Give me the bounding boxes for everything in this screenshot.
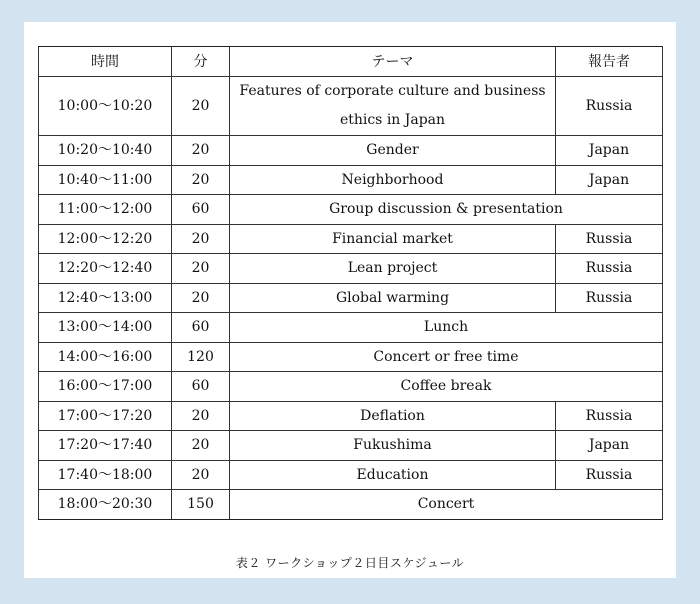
cell-time: 17:00〜17:20 <box>39 401 172 431</box>
cell-minutes: 60 <box>172 195 230 225</box>
cell-theme: Financial market <box>230 224 556 254</box>
cell-time: 10:20〜10:40 <box>39 136 172 166</box>
cell-theme: Neighborhood <box>230 165 556 195</box>
cell-time: 11:00〜12:00 <box>39 195 172 225</box>
table-row <box>39 460 663 490</box>
cell-theme: Global warming <box>230 283 556 313</box>
table-row <box>39 372 663 402</box>
cell-presenter: Russia <box>556 283 663 313</box>
cell-presenter: Japan <box>556 165 663 195</box>
cell-theme: Gender <box>230 136 556 166</box>
cell-minutes: 60 <box>172 313 230 343</box>
cell-theme: Lean project <box>230 254 556 284</box>
schedule-table <box>38 46 663 520</box>
table-row <box>39 224 663 254</box>
cell-presenter: Russia <box>556 401 663 431</box>
table-row <box>39 165 663 195</box>
cell-minutes: 20 <box>172 136 230 166</box>
table-caption: 表２ ワークショップ２日目スケジュール <box>235 556 465 570</box>
cell-minutes: 20 <box>172 254 230 284</box>
cell-minutes: 20 <box>172 460 230 490</box>
cell-theme: Lunch <box>230 313 663 343</box>
table-row <box>39 195 663 225</box>
table-row <box>39 136 663 166</box>
cell-presenter: Russia <box>556 254 663 284</box>
cell-minutes: 20 <box>172 224 230 254</box>
cell-theme: Fukushima <box>230 431 556 461</box>
table-row <box>39 77 663 136</box>
cell-time: 10:40〜11:00 <box>39 165 172 195</box>
cell-minutes: 20 <box>172 283 230 313</box>
cell-presenter: Russia <box>556 460 663 490</box>
table-row <box>39 431 663 461</box>
header-minutes: 分 <box>172 47 230 77</box>
table-row <box>39 490 663 520</box>
cell-time: 12:20〜12:40 <box>39 254 172 284</box>
cell-presenter: Russia <box>556 77 663 136</box>
cell-theme: Coffee break <box>230 372 663 402</box>
cell-minutes: 120 <box>172 342 230 372</box>
cell-presenter: Russia <box>556 224 663 254</box>
cell-time: 12:40〜13:00 <box>39 283 172 313</box>
cell-theme: Concert or free time <box>230 342 663 372</box>
cell-time: 10:00〜10:20 <box>39 77 172 136</box>
cell-theme: Features of corporate culture and business ethics in Japan <box>230 77 556 136</box>
cell-minutes: 20 <box>172 165 230 195</box>
header-theme: テーマ <box>230 47 556 77</box>
table-row <box>39 401 663 431</box>
cell-theme: Group discussion & presentation <box>230 195 663 225</box>
cell-time: 13:00〜14:00 <box>39 313 172 343</box>
table-header-row <box>39 47 663 77</box>
cell-time: 12:00〜12:20 <box>39 224 172 254</box>
cell-presenter: Japan <box>556 136 663 166</box>
cell-minutes: 150 <box>172 490 230 520</box>
table-row <box>39 313 663 343</box>
table-row <box>39 342 663 372</box>
document-page <box>24 22 676 578</box>
cell-time: 17:20〜17:40 <box>39 431 172 461</box>
cell-theme: Education <box>230 460 556 490</box>
header-presenter: 報告者 <box>556 47 663 77</box>
cell-time: 17:40〜18:00 <box>39 460 172 490</box>
cell-minutes: 20 <box>172 77 230 136</box>
cell-minutes: 60 <box>172 372 230 402</box>
cell-minutes: 20 <box>172 401 230 431</box>
schedule-body <box>39 77 663 520</box>
cell-theme: Concert <box>230 490 663 520</box>
header-time: 時間 <box>39 47 172 77</box>
cell-time: 18:00〜20:30 <box>39 490 172 520</box>
cell-time: 14:00〜16:00 <box>39 342 172 372</box>
cell-presenter: Japan <box>556 431 663 461</box>
cell-time: 16:00〜17:00 <box>39 372 172 402</box>
table-row <box>39 283 663 313</box>
table-row <box>39 254 663 284</box>
cell-minutes: 20 <box>172 431 230 461</box>
cell-theme: Deflation <box>230 401 556 431</box>
